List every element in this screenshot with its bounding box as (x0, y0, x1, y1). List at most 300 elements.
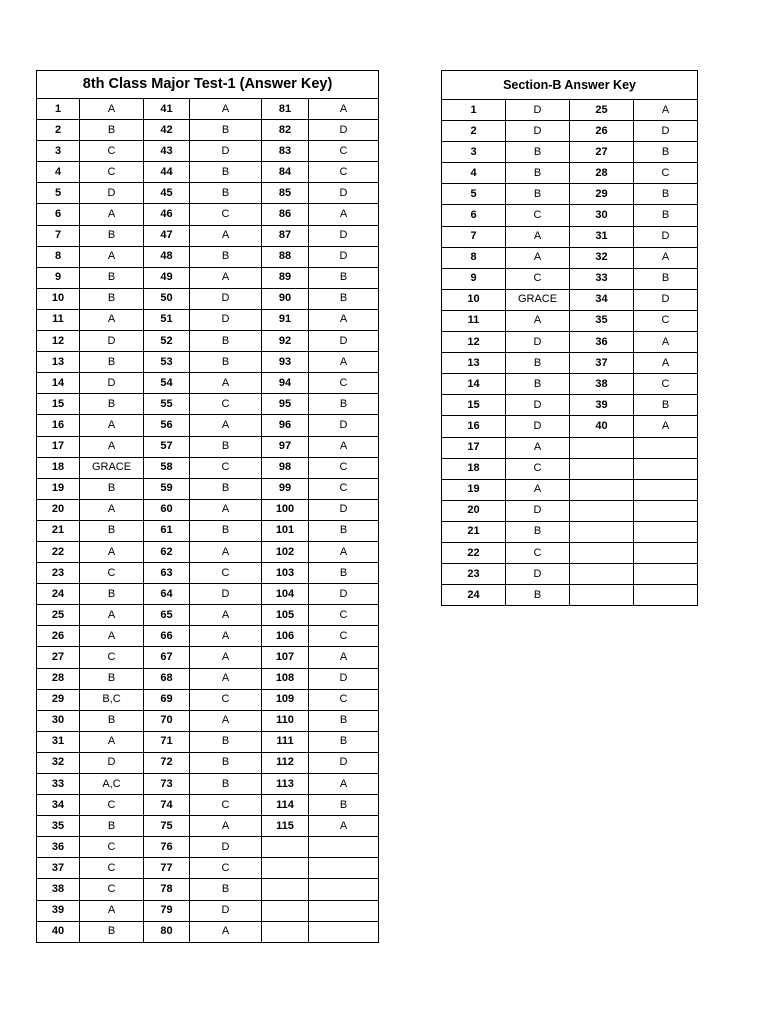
question-number (262, 900, 309, 921)
question-number: 52 (144, 331, 190, 352)
question-number: 48 (144, 246, 190, 267)
question-number: 23 (442, 564, 506, 585)
answer-cell: D (190, 141, 262, 162)
question-number: 77 (144, 858, 190, 879)
question-number: 5 (442, 184, 506, 205)
table-row (442, 374, 698, 395)
question-number: 20 (442, 500, 506, 521)
question-number: 15 (442, 395, 506, 416)
question-number: 41 (144, 99, 190, 120)
table-row (37, 373, 379, 394)
answer-cell: D (506, 121, 570, 142)
answer-cell: B (634, 205, 698, 226)
table-row (37, 900, 379, 921)
answer-cell: C (506, 268, 570, 289)
table-row (442, 564, 698, 585)
answer-cell: B (80, 584, 144, 605)
question-number: 11 (37, 309, 80, 330)
question-number: 83 (262, 141, 309, 162)
question-number: 61 (144, 520, 190, 541)
question-number: 69 (144, 689, 190, 710)
question-number: 13 (37, 352, 80, 373)
table-row (37, 584, 379, 605)
answer-cell: D (190, 900, 262, 921)
table-row (442, 247, 698, 268)
answer-cell: A (80, 731, 144, 752)
question-number: 53 (144, 352, 190, 373)
answer-cell: D (309, 668, 379, 689)
table-row (37, 647, 379, 668)
table-row (37, 457, 379, 478)
answer-cell: A (80, 309, 144, 330)
question-number: 87 (262, 225, 309, 246)
question-number: 24 (442, 585, 506, 606)
answer-cell: A (309, 352, 379, 373)
answer-cell: D (634, 121, 698, 142)
question-number: 28 (570, 163, 634, 184)
answer-cell: A (634, 353, 698, 374)
answer-cell: D (309, 331, 379, 352)
table-row (37, 626, 379, 647)
answer-cell (309, 858, 379, 879)
answer-cell: B (309, 795, 379, 816)
answer-cell: A (309, 99, 379, 120)
question-number: 59 (144, 478, 190, 499)
question-number: 70 (144, 710, 190, 731)
answer-cell: B (80, 921, 144, 942)
answer-cell: B (190, 436, 262, 457)
answer-cell: D (309, 752, 379, 773)
answer-cell: D (80, 373, 144, 394)
answer-cell: B (190, 352, 262, 373)
section-b-title: Section-B Answer Key (442, 71, 698, 100)
question-number: 11 (442, 310, 506, 331)
answer-cell: D (309, 499, 379, 520)
answer-cell: B (506, 521, 570, 542)
answer-cell: A (634, 100, 698, 121)
question-number: 58 (144, 457, 190, 478)
question-number: 35 (570, 310, 634, 331)
question-number: 38 (570, 374, 634, 395)
question-number: 81 (262, 99, 309, 120)
answer-cell: D (190, 837, 262, 858)
answer-cell: D (506, 395, 570, 416)
answer-cell: D (80, 183, 144, 204)
answer-cell: D (309, 246, 379, 267)
question-number: 22 (37, 541, 80, 562)
question-number: 114 (262, 795, 309, 816)
question-number: 97 (262, 436, 309, 457)
answer-cell (309, 900, 379, 921)
question-number: 37 (37, 858, 80, 879)
table-row (442, 458, 698, 479)
question-number: 90 (262, 288, 309, 309)
table-row (442, 226, 698, 247)
question-number: 33 (37, 774, 80, 795)
answer-cell: D (634, 289, 698, 310)
answer-cell: C (190, 689, 262, 710)
answer-cell: A (634, 247, 698, 268)
answer-cell: C (80, 837, 144, 858)
answer-cell: B (190, 774, 262, 795)
answer-cell: D (634, 226, 698, 247)
question-number: 51 (144, 309, 190, 330)
table-row (442, 585, 698, 606)
table-row (37, 837, 379, 858)
answer-cell: C (309, 457, 379, 478)
question-number: 65 (144, 605, 190, 626)
question-number: 32 (37, 752, 80, 773)
question-number: 37 (570, 353, 634, 374)
question-number: 21 (442, 521, 506, 542)
question-number: 64 (144, 584, 190, 605)
question-number: 4 (442, 163, 506, 184)
question-number: 30 (37, 710, 80, 731)
answer-cell: A (506, 437, 570, 458)
answer-cell: A (190, 499, 262, 520)
table-row (37, 563, 379, 584)
table-row (37, 668, 379, 689)
question-number: 14 (442, 374, 506, 395)
answer-cell: A (190, 267, 262, 288)
answer-cell: B (309, 267, 379, 288)
question-number: 115 (262, 816, 309, 837)
question-number: 28 (37, 668, 80, 689)
question-number: 7 (442, 226, 506, 247)
table-row (442, 184, 698, 205)
question-number: 45 (144, 183, 190, 204)
question-number: 21 (37, 520, 80, 541)
answer-cell (309, 921, 379, 942)
table-row (442, 521, 698, 542)
table-row (37, 394, 379, 415)
question-number: 63 (144, 563, 190, 584)
answer-cell: C (190, 795, 262, 816)
question-number: 102 (262, 541, 309, 562)
question-number: 3 (37, 141, 80, 162)
table-row (37, 183, 379, 204)
answer-cell: A (80, 246, 144, 267)
answer-cell: A (80, 499, 144, 520)
table-row (442, 437, 698, 458)
question-number (570, 521, 634, 542)
question-number: 34 (37, 795, 80, 816)
question-number: 33 (570, 268, 634, 289)
table-row (442, 121, 698, 142)
answer-cell: A (80, 541, 144, 562)
answer-cell: B (80, 352, 144, 373)
question-number: 43 (144, 141, 190, 162)
answer-cell: A (634, 332, 698, 353)
answer-cell: A (80, 605, 144, 626)
answer-cell: B (190, 520, 262, 541)
answer-cell: A (190, 99, 262, 120)
question-number: 5 (37, 183, 80, 204)
question-number: 40 (570, 416, 634, 437)
answer-cell: A (309, 816, 379, 837)
answer-cell: C (309, 478, 379, 499)
question-number: 68 (144, 668, 190, 689)
question-number: 25 (37, 605, 80, 626)
table-row (37, 520, 379, 541)
answer-cell (634, 437, 698, 458)
answer-cell: A (309, 204, 379, 225)
answer-cell: A (309, 541, 379, 562)
question-number: 19 (442, 479, 506, 500)
answer-cell (634, 500, 698, 521)
table-row (37, 541, 379, 562)
answer-cell (634, 564, 698, 585)
answer-cell: A (506, 479, 570, 500)
question-number: 105 (262, 605, 309, 626)
question-number: 27 (37, 647, 80, 668)
table-row (442, 310, 698, 331)
answer-cell: A (309, 309, 379, 330)
table-row (442, 542, 698, 563)
question-number: 8 (442, 247, 506, 268)
question-number: 47 (144, 225, 190, 246)
question-number: 35 (37, 816, 80, 837)
answer-cell: B (506, 353, 570, 374)
answer-cell: B (634, 184, 698, 205)
answer-cell: B (190, 331, 262, 352)
question-number: 16 (442, 416, 506, 437)
question-number: 31 (37, 731, 80, 752)
question-number: 94 (262, 373, 309, 394)
answer-cell (634, 585, 698, 606)
answer-cell: B,C (80, 689, 144, 710)
question-number: 108 (262, 668, 309, 689)
question-number: 60 (144, 499, 190, 520)
table-row (442, 289, 698, 310)
answer-cell: B (634, 395, 698, 416)
question-number: 99 (262, 478, 309, 499)
answer-cell: B (80, 394, 144, 415)
answer-cell: A (190, 668, 262, 689)
answer-cell: B (190, 183, 262, 204)
question-number: 1 (37, 99, 80, 120)
answer-cell: C (634, 374, 698, 395)
question-number: 36 (37, 837, 80, 858)
question-number (262, 837, 309, 858)
question-number: 29 (570, 184, 634, 205)
table-row (37, 99, 379, 120)
question-number: 103 (262, 563, 309, 584)
question-number: 74 (144, 795, 190, 816)
question-number: 36 (570, 332, 634, 353)
answer-cell: A (506, 247, 570, 268)
answer-cell: A (190, 373, 262, 394)
question-number: 57 (144, 436, 190, 457)
answer-cell: A (309, 774, 379, 795)
question-number: 17 (37, 436, 80, 457)
question-number: 20 (37, 499, 80, 520)
question-number: 12 (37, 331, 80, 352)
answer-cell: C (80, 141, 144, 162)
answer-cell: B (309, 710, 379, 731)
answer-cell (634, 521, 698, 542)
question-number: 91 (262, 309, 309, 330)
answer-cell: A (190, 605, 262, 626)
question-number: 67 (144, 647, 190, 668)
table-row (37, 710, 379, 731)
question-number: 18 (442, 458, 506, 479)
answer-cell: C (309, 373, 379, 394)
question-number: 24 (37, 584, 80, 605)
table-row (442, 353, 698, 374)
answer-cell: A (190, 710, 262, 731)
table-row (442, 268, 698, 289)
table-row (37, 795, 379, 816)
answer-cell: D (506, 500, 570, 521)
question-number: 54 (144, 373, 190, 394)
answer-cell: A (80, 415, 144, 436)
answer-cell: C (190, 204, 262, 225)
table-row (37, 605, 379, 626)
question-number: 25 (570, 100, 634, 121)
question-number: 29 (37, 689, 80, 710)
answer-cell: GRACE (80, 457, 144, 478)
answer-cell: B (190, 752, 262, 773)
question-number: 55 (144, 394, 190, 415)
question-number: 18 (37, 457, 80, 478)
table-row (37, 288, 379, 309)
question-number: 38 (37, 879, 80, 900)
answer-cell: C (80, 647, 144, 668)
answer-cell (634, 458, 698, 479)
table-row (37, 858, 379, 879)
answer-cell: B (80, 120, 144, 141)
question-number: 2 (442, 121, 506, 142)
answer-cell: A (190, 647, 262, 668)
question-number: 9 (37, 267, 80, 288)
answer-cell: B (190, 879, 262, 900)
answer-cell: D (506, 332, 570, 353)
table-row (442, 142, 698, 163)
answer-cell (309, 837, 379, 858)
answer-cell: A (80, 626, 144, 647)
question-number: 44 (144, 162, 190, 183)
table-row (37, 246, 379, 267)
question-number: 40 (37, 921, 80, 942)
question-number: 93 (262, 352, 309, 373)
table-row (37, 225, 379, 246)
question-number: 111 (262, 731, 309, 752)
answer-cell: B (190, 162, 262, 183)
question-number: 96 (262, 415, 309, 436)
answer-cell: D (190, 309, 262, 330)
table-row (37, 774, 379, 795)
answer-cell: A,C (80, 774, 144, 795)
question-number: 30 (570, 205, 634, 226)
answer-cell: C (80, 858, 144, 879)
question-number: 80 (144, 921, 190, 942)
answer-cell: A (190, 225, 262, 246)
answer-cell: D (309, 120, 379, 141)
answer-cell: C (506, 458, 570, 479)
question-number: 26 (570, 121, 634, 142)
question-number: 101 (262, 520, 309, 541)
answer-cell: C (190, 858, 262, 879)
question-number: 15 (37, 394, 80, 415)
table-row (442, 332, 698, 353)
table-row (37, 478, 379, 499)
answer-cell: B (80, 267, 144, 288)
answer-cell: B (634, 268, 698, 289)
question-number: 16 (37, 415, 80, 436)
question-number (570, 564, 634, 585)
answer-cell: C (80, 162, 144, 183)
answer-cell (634, 542, 698, 563)
answer-cell: A (80, 900, 144, 921)
question-number: 34 (570, 289, 634, 310)
question-number: 84 (262, 162, 309, 183)
question-number (262, 858, 309, 879)
answer-cell: B (309, 288, 379, 309)
question-number: 78 (144, 879, 190, 900)
question-number (570, 542, 634, 563)
question-number: 92 (262, 331, 309, 352)
table-row (37, 752, 379, 773)
question-number: 66 (144, 626, 190, 647)
question-number: 2 (37, 120, 80, 141)
answer-cell: C (506, 205, 570, 226)
question-number: 17 (442, 437, 506, 458)
answer-cell: B (506, 142, 570, 163)
question-number: 89 (262, 267, 309, 288)
answer-cell: B (309, 563, 379, 584)
answer-cell: A (309, 647, 379, 668)
table-row (37, 331, 379, 352)
answer-cell: B (80, 478, 144, 499)
question-number (262, 921, 309, 942)
answer-cell: C (80, 795, 144, 816)
question-number: 31 (570, 226, 634, 247)
question-number: 39 (570, 395, 634, 416)
answer-cell: A (506, 226, 570, 247)
question-number: 1 (442, 100, 506, 121)
question-number: 12 (442, 332, 506, 353)
answer-cell: C (80, 563, 144, 584)
answer-key-title: 8th Class Major Test-1 (Answer Key) (37, 71, 379, 99)
answer-cell: C (190, 563, 262, 584)
answer-cell: A (190, 541, 262, 562)
answer-cell: B (506, 184, 570, 205)
answer-cell: D (80, 331, 144, 352)
question-number: 112 (262, 752, 309, 773)
table-row (37, 267, 379, 288)
table-row (442, 416, 698, 437)
question-number: 110 (262, 710, 309, 731)
table-row (37, 689, 379, 710)
answer-cell: C (309, 689, 379, 710)
answer-cell: D (309, 225, 379, 246)
question-number: 10 (442, 289, 506, 310)
answer-cell: A (80, 436, 144, 457)
question-number: 85 (262, 183, 309, 204)
question-number: 4 (37, 162, 80, 183)
answer-cell: C (506, 542, 570, 563)
answer-cell: B (506, 374, 570, 395)
answer-cell: A (190, 816, 262, 837)
answer-cell: C (309, 162, 379, 183)
answer-cell: B (506, 163, 570, 184)
answer-cell: A (190, 415, 262, 436)
answer-cell: A (190, 921, 262, 942)
answer-cell: B (309, 520, 379, 541)
question-number: 56 (144, 415, 190, 436)
answer-cell: B (634, 142, 698, 163)
